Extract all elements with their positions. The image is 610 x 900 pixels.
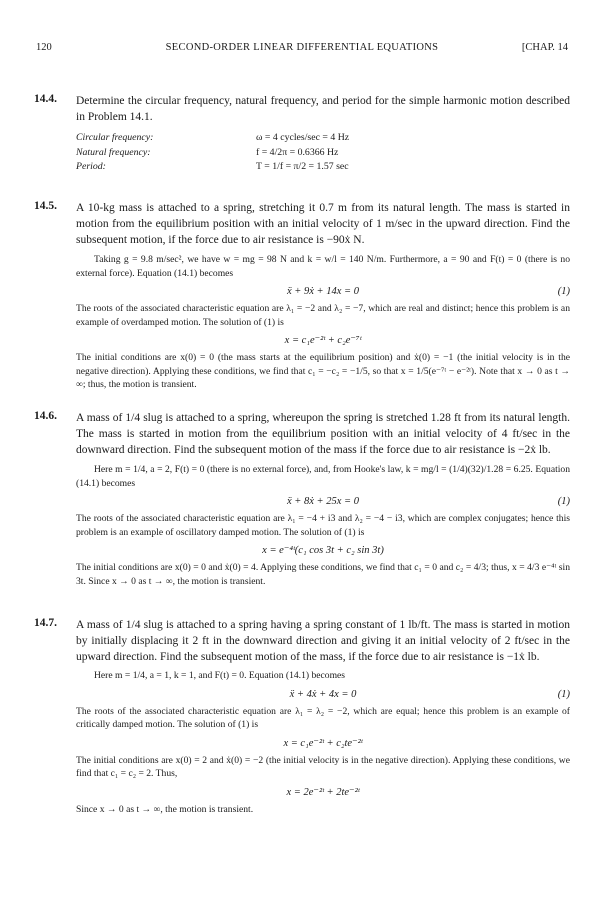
equation [76,737,570,750]
solution-paragraph: The roots of the associated characteristic equation are λ₁ = −2 and λ₂ = −7, which are real and distinct; hence this problem is an example of overdamped motion. The solution of (1) is [76,303,570,328]
problem-number: 14.6. [34,410,57,422]
solution-paragraph: The initial conditions are x(0) = 2 and ẋ(0) = −2 (the initial velocity is in the negative direction). Applying these conditions, we find that c₁ = c₂ = 2. Thus, [76,754,570,779]
solution-paragraph: The roots of the associated characteristic equation are λ₁ = λ₂ = −2, which are equal; hence this problem is an example of critically damped motion. The solution of (1) is [76,705,570,730]
running-header [36,42,568,56]
table-row [76,160,570,175]
solution [76,253,570,392]
row-value: T = 1/f = π/2 = 1.57 sec [256,161,349,172]
chapter-title: SECOND-ORDER LINEAR DIFFERENTIAL EQUATIONS [165,42,439,53]
solution-paragraph: Since x → 0 as t → ∞, the motion is transient. [76,803,254,815]
problem-number: 14.7. [34,617,57,629]
page-number: 120 [36,42,52,53]
frequency-table [76,131,570,175]
table-row [76,146,570,161]
equation-text: x = c₁e⁻²ᵗ + c₂te⁻²ᵗ [283,737,363,749]
problem-14-4 [34,93,570,175]
equation-text: ẍ + 4ẋ + 4x = 0 [289,688,357,700]
equation-number: (1) [557,286,570,297]
problem-statement: A 10-kg mass is attached to a spring, stretching it 0.7 m from its natural length. The mass is started in motion from the equilibrium position with an initial velocity of 1 m/sec in the upward direction. Find the subsequent motion, if the force due to air resistance is −90ẋ N. [76,202,570,246]
problem-statement: Determine the circular frequency, natural frequency, and period for the simple harmonic motion described in Problem 14.1. [76,95,570,123]
equation-text: ẍ + 9ẋ + 14x = 0 [287,286,359,297]
equation [76,285,570,298]
equation [76,334,570,347]
row-value: f = 4/2π = 0.6366 Hz [256,146,339,158]
equation [76,495,570,508]
row-label: Natural frequency: [76,146,151,158]
row-value: ω = 4 cycles/sec = 4 Hz [256,132,350,143]
solution-paragraph: The initial conditions are x(0) = 0 and ẋ(0) = 4. Applying these conditions, we find that c₁ = 0 and c₂ = 4/3; thus, x = 4/3 e⁻⁴ᵗ sin 3t. Since x → 0 as t → ∞, the motion is transient. [76,562,570,587]
solution [76,669,570,816]
problem-number: 14.4. [34,93,57,105]
equation-number: (1) [557,688,570,700]
equation-text: x = 2e⁻²ᵗ + 2te⁻²ᵗ [286,786,360,798]
chapter-label: [CHAP. 14 [521,42,568,53]
equation-text: x = e⁻⁴ᵗ(c₁ cos 3t + c₂ sin 3t) [262,545,384,556]
equation [76,786,570,799]
table-row [76,131,570,146]
equation-number: (1) [557,496,570,507]
solution-paragraph: Here m = 1/4, a = 1, k = 1, and F(t) = 0. Equation (14.1) becomes [94,670,346,681]
solution-paragraph: The roots of the associated characteristic equation are λ₁ = −4 + i3 and λ₂ = −4 − i3, which are complex conjugates; hence this problem is an example of oscillatory damped motion. The solution of (1) is [76,513,570,538]
problem-number: 14.5. [34,200,57,212]
row-label: Circular frequency: [76,132,154,143]
solution [76,463,570,588]
equation [76,544,570,557]
equation-text: ẍ + 8ẋ + 25x = 0 [287,496,359,507]
solution-paragraph: Taking g = 9.8 m/sec², we have w = mg = 98 N and k = w/l = 140 N/m. Furthermore, a = 90 and F(t) = 0 (there is no external force). Equation (14.1) becomes [76,254,570,279]
problem-statement: A mass of 1/4 slug is attached to a spring, whereupon the spring is stretched 1.28 ft from its natural length. The mass is started in motion from the equilibrium position with an initial velocity of 4 ft/sec in the downward direction. Find the subsequent motion of the mass if the force due to air resistance is −2ẋ lb. [76,412,570,456]
solution-paragraph: The initial conditions are x(0) = 0 (the mass starts at the equilibrium position) and ẋ(0) = −1 (the initial velocity is in the negative direction). Applying these conditions, we find that c₁ = −c₂ = −1/5, so that x = 1/5(e⁻⁷ᵗ − e⁻²ᵗ). Note that x → 0 as t → ∞; thus, the motion is transient. [76,352,570,390]
equation-text: x = c₁e⁻²ᵗ + c₂e⁻⁷ᵗ [284,335,362,346]
row-label: Period: [76,161,106,172]
problem-14-7 [34,617,570,816]
problem-statement: A mass of 1/4 slug is attached to a spring having a spring constant of 1 lb/ft. The mass is started in motion by initially displacing it 2 ft in the downward direction and giving it an initial velocity of 2 ft/sec in the upward direction. Find the subsequent motion of the mass, if the force due to air resistance is −1ẋ lb. [76,619,570,663]
solution-paragraph: Here m = 1/4, a = 2, F(t) = 0 (there is no external force), and, from Hooke's law, k = mg/l = (1/4)(32)/1.28 = 6.25. Equation (14.1) becomes [76,464,570,489]
problem-14-6 [34,410,570,588]
equation [76,688,570,701]
problem-14-5 [34,200,570,392]
